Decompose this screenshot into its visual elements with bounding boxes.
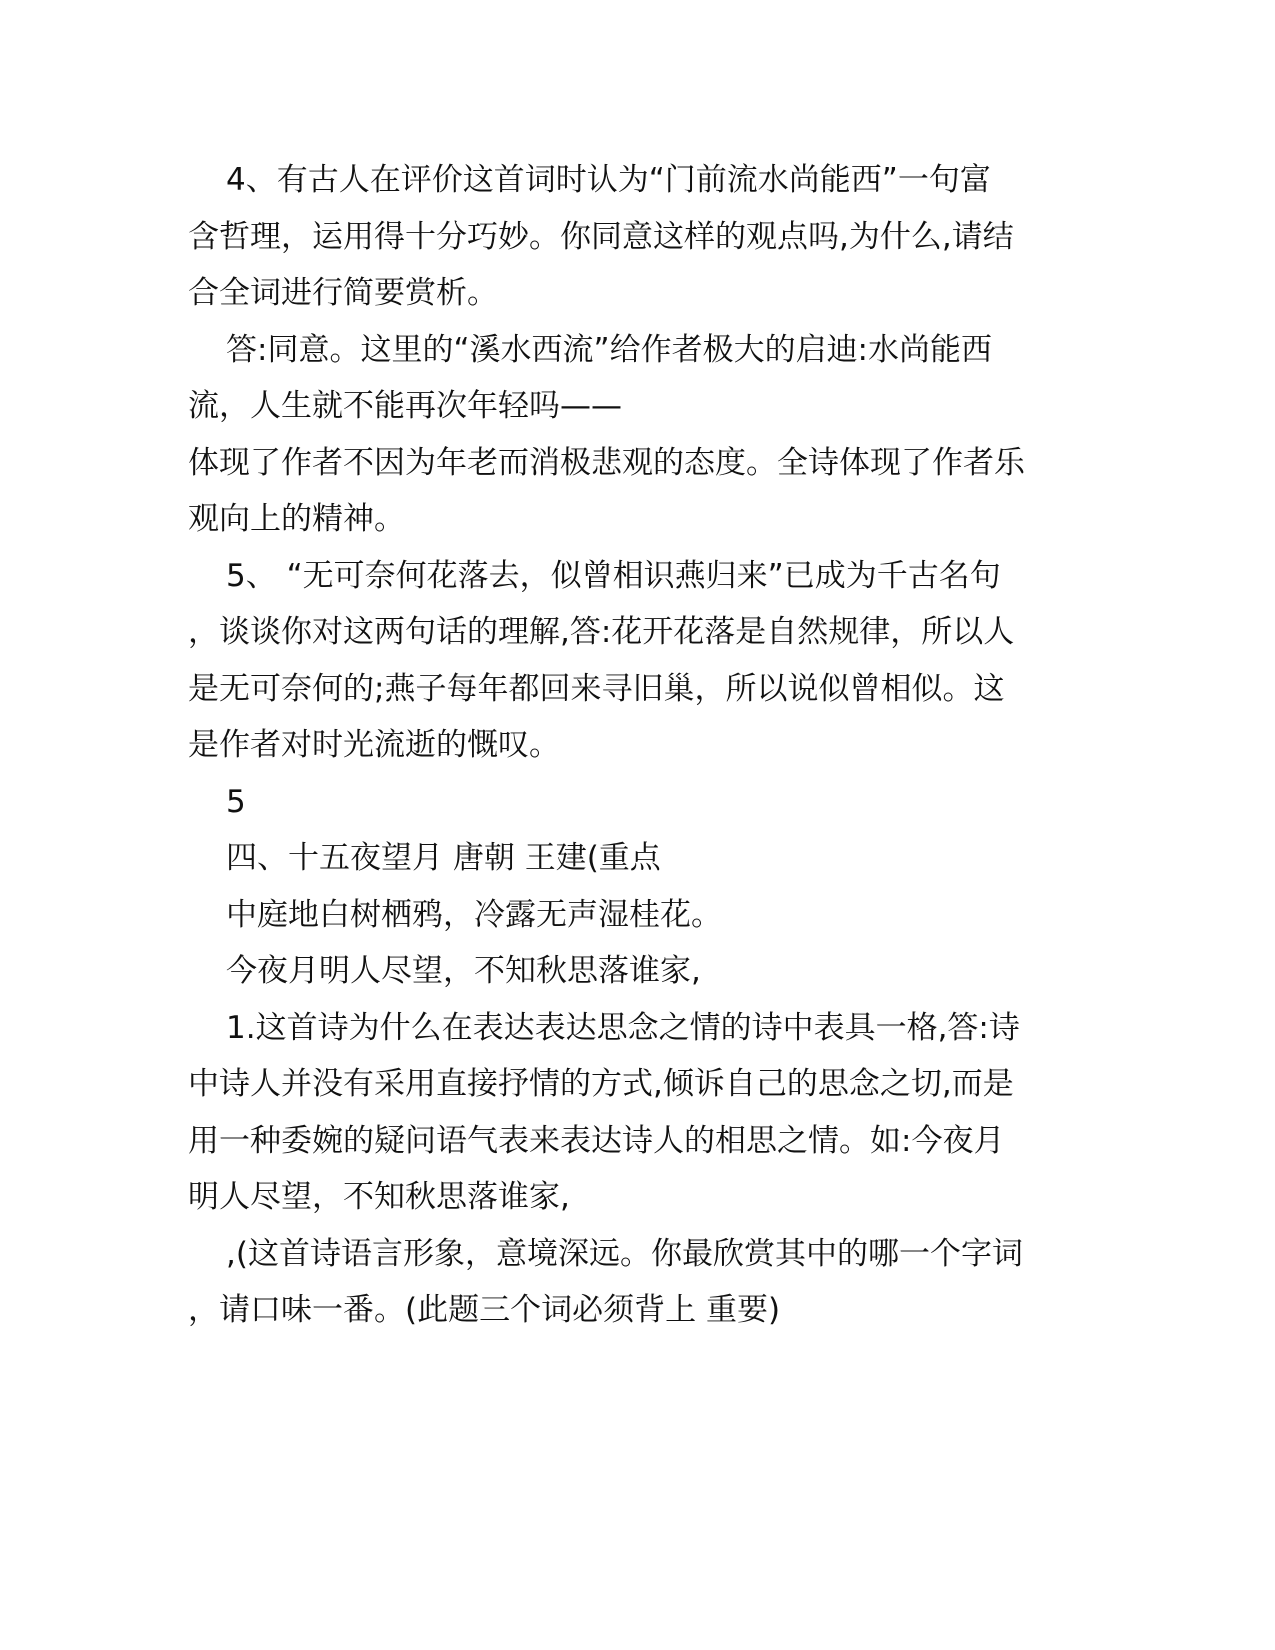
line-q4-part1: 4、有古人在评价这首词时认为“门前流水尚能西”一句富 xyxy=(226,162,991,198)
line-q2-part1: ,(这首诗语言形象，意境深远。你最欣赏其中的哪一个字词 xyxy=(226,1235,1023,1272)
poem-line-1: 中庭地白树栖鸦，冷露无声湿桂花。 xyxy=(226,896,722,933)
line-a4-part1: 答:同意。这里的“溪水西流”给作者极大的启迪:水尚能西 xyxy=(226,331,993,368)
line-a4-part2: 流，人生就不能再次年轻吗—— xyxy=(188,388,622,424)
line-q4-part3: 合全词进行简要赏析。 xyxy=(188,275,498,311)
line-q1-part4: 明人尽望，不知秋思落谁家, xyxy=(188,1179,570,1215)
line-q5-part2: ，谈谈你对这两句话的理解,答:花开花落是自然规律，所以人 xyxy=(188,614,1015,650)
line-q5-part4: 是作者对时光流逝的慨叹。 xyxy=(188,727,560,763)
line-q5-part3: 是无可奈何的;燕子每年都回来寻旧巢，所以说似曾相似。这 xyxy=(188,670,1005,707)
line-q1-part3: 用一种委婉的疑问语气表来表达诗人的相思之情。如:今夜月 xyxy=(188,1122,1005,1159)
line-q1-part2: 中诗人并没有采用直接抒情的方式,倾诉自己的思念之切,而是 xyxy=(188,1066,1014,1102)
line-a4-part4: 观向上的精神。 xyxy=(188,501,405,537)
page-number-text: 5 xyxy=(226,783,246,820)
document-body xyxy=(188,152,1088,1339)
section-heading: 四、十五夜望月 唐朝 王建(重点 xyxy=(226,840,661,876)
poem-line-2: 今夜月明人尽望，不知秋思落谁家, xyxy=(226,953,701,989)
line-q1-part1: 1.这首诗为什么在表达表达思念之情的诗中表具一格,答:诗 xyxy=(226,1009,1020,1046)
line-q5-part1: 5、 “无可奈何花落去，似曾相识燕归来”已成为千古名句 xyxy=(226,557,1001,594)
line-a4-part3: 体现了作者不因为年老而消极悲观的态度。全诗体现了作者乐 xyxy=(188,444,1025,481)
line-q2-part2: ，请口味一番。(此题三个词必须背上 重要) xyxy=(188,1292,781,1328)
line-q4-part2: 含哲理，运用得十分巧妙。你同意这样的观点吗,为什么,请结 xyxy=(188,218,1014,255)
